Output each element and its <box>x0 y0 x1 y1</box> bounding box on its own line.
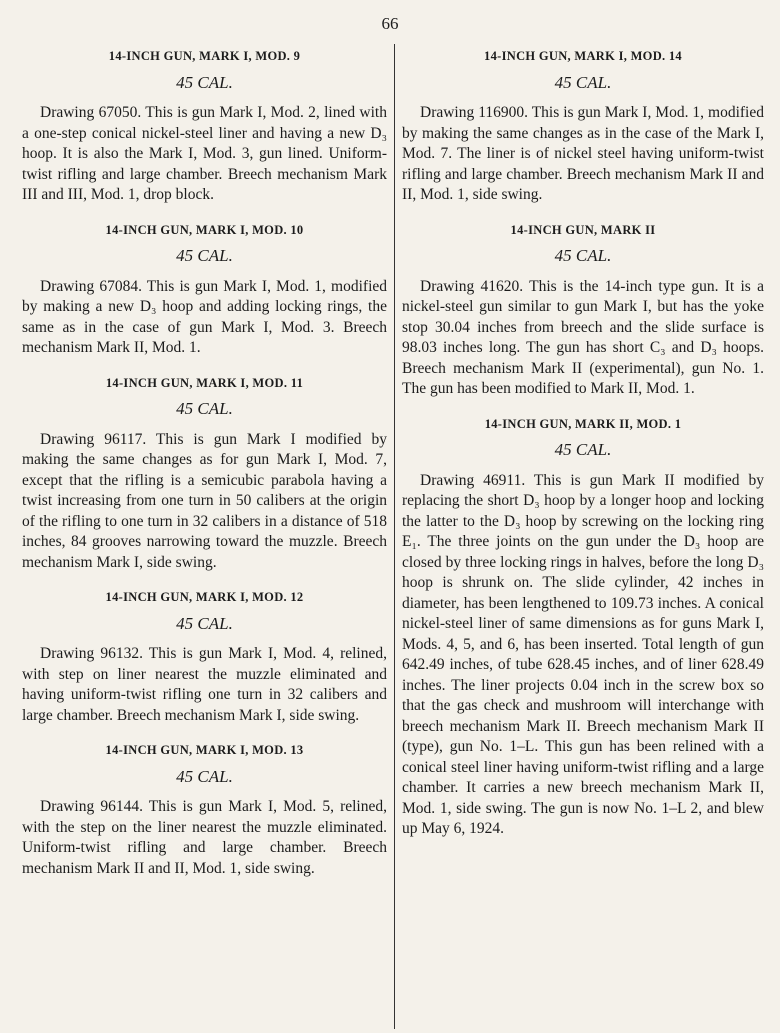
section-body: Drawing 41620. This is the 14-inch type gun. It is a nickel-steel gun similar to gun Mark I, but has the yoke stop 30.04 inches from breech and the slide surface is 98.03 inches long. The gun has short C₃ and D₃ hoops. Breech mechanism Mark II (experimental), gun No. 1. The gun has been modified to Mark II, Mod. 1. <box>402 277 764 397</box>
section-body: Drawing 96132. This is gun Mark I, Mod. 4, relined, with step on liner nearest the muzzle eliminated and having uniform-twist rifling one turn in 32 calibers and large chamber. Breech mechanism Mark I, side swing. <box>22 645 387 724</box>
section-heading: 14-INCH GUN, MARK I, MOD. 12 <box>105 590 304 604</box>
column-divider <box>394 44 395 1029</box>
caliber-label: 45 CAL. <box>176 246 233 265</box>
caliber-label: 45 CAL. <box>176 766 233 786</box>
caliber-label: 45 CAL. <box>176 613 233 633</box>
section-mark-i-mod-14 <box>402 46 764 206</box>
caliber-label: 45 CAL. <box>554 72 612 92</box>
caliber-label: 45 CAL. <box>554 246 612 265</box>
page-number: 66 <box>381 14 399 33</box>
section-mark-ii-mod-1 <box>402 414 764 840</box>
section-body: Drawing 96117. This is gun Mark I modified by making the same changes as for gun Mark I, Mod. 7, except that the rifling is a semicubic parabola having a twist increasing from one turn in 50 calibers at the origin of the rifling to one turn in 32 calibers in a distance of 518 inches, 84 grooves narrowing toward the muzzle. Breech mechanism Mark I, side swing. <box>22 430 387 571</box>
section-mark-i-mod-12 <box>22 587 387 726</box>
section-heading: 14-INCH GUN, MARK II <box>510 222 656 237</box>
section-heading: 14-INCH GUN, MARK II, MOD. 1 <box>484 416 682 431</box>
section-heading: 14-INCH GUN, MARK I, MOD. 14 <box>484 49 682 63</box>
left-column <box>22 46 387 893</box>
section-heading: 14-INCH GUN, MARK I, MOD. 10 <box>105 222 304 237</box>
caliber-label: 45 CAL. <box>176 399 233 418</box>
section-mark-i-mod-10 <box>22 220 387 359</box>
section-body: Drawing 46911. This is gun Mark II modified by replacing the short D₃ hoop by a longer hoop and locking the latter to the D₃ hoop by screwing on the locking ring E₁. The three joints on the gun under the D₃ hoop are closed by three locking rings in halves, before the long D₃ hoop is shrunk on. The slide cylinder, 42 inches in diameter, has been lengthened to 109.73 inches. A conical nickel-steel liner of same dimensions as for guns Mark I, Mods. 4, 5, and 6, has been inserted. Total length of gun 642.49 inches, of tube 628.45 inches, and of liner 628.49 inches. The liner projects 0.04 inch in the screw box so that the gas check and mushroom will interchange with breech mechanism Mark II. Breech mechanism Mark II (type), gun No. 1–L. This gun has been relined with a conical steel liner having uniform-twist rifling and a large chamber. It carries a new breech mechanism Mark II, Mod. 1, side swing. The gun is now No. 1–L 2, and blew up May 6, 1924. <box>402 471 764 837</box>
section-heading: 14-INCH GUN, MARK I, MOD. 9 <box>108 49 301 63</box>
caliber-label: 45 CAL. <box>554 440 612 459</box>
section-body: Drawing 116900. This is gun Mark I, Mod. 1, modified by making the same changes as in the case of the Mark I, Mod. 7. The liner is of nickel steel having uniform-twist rifling and large chamber. Breech mechanism Mark II and II, Mod. 1, side swing. <box>402 104 764 203</box>
section-mark-i-mod-9 <box>22 46 387 206</box>
section-mark-i-mod-13 <box>22 740 387 879</box>
section-mark-i-mod-11 <box>22 373 387 574</box>
section-mark-ii <box>402 220 764 400</box>
section-body: Drawing 96144. This is gun Mark I, Mod. 5, relined, with the step on the liner nearest the muzzle eliminated. Uniform-twist rifling and large chamber. Breech mechanism Mark II and II, Mod. 1, side swing. <box>22 798 387 877</box>
section-heading: 14-INCH GUN, MARK I, MOD. 11 <box>105 375 304 390</box>
section-body: Drawing 67084. This is gun Mark I, Mod. 1, modified by making a new D₃ hoop and adding locking rings, the same as in the case of gun Mark I, Mod. 3. Breech mechanism Mark II, Mod. 1. <box>22 277 387 356</box>
section-heading: 14-INCH GUN, MARK I, MOD. 13 <box>105 743 304 757</box>
right-column <box>402 46 764 854</box>
caliber-label: 45 CAL. <box>176 72 233 92</box>
section-body: Drawing 67050. This is gun Mark I, Mod. 2, lined with a one-step conical nickel-steel liner and having a new D₃ hoop. It is also the Mark I, Mod. 3, gun lined. Uniform-twist rifling and large chamber. Breech mechanism Mark III and III, Mod. 1, drop block. <box>22 104 387 203</box>
